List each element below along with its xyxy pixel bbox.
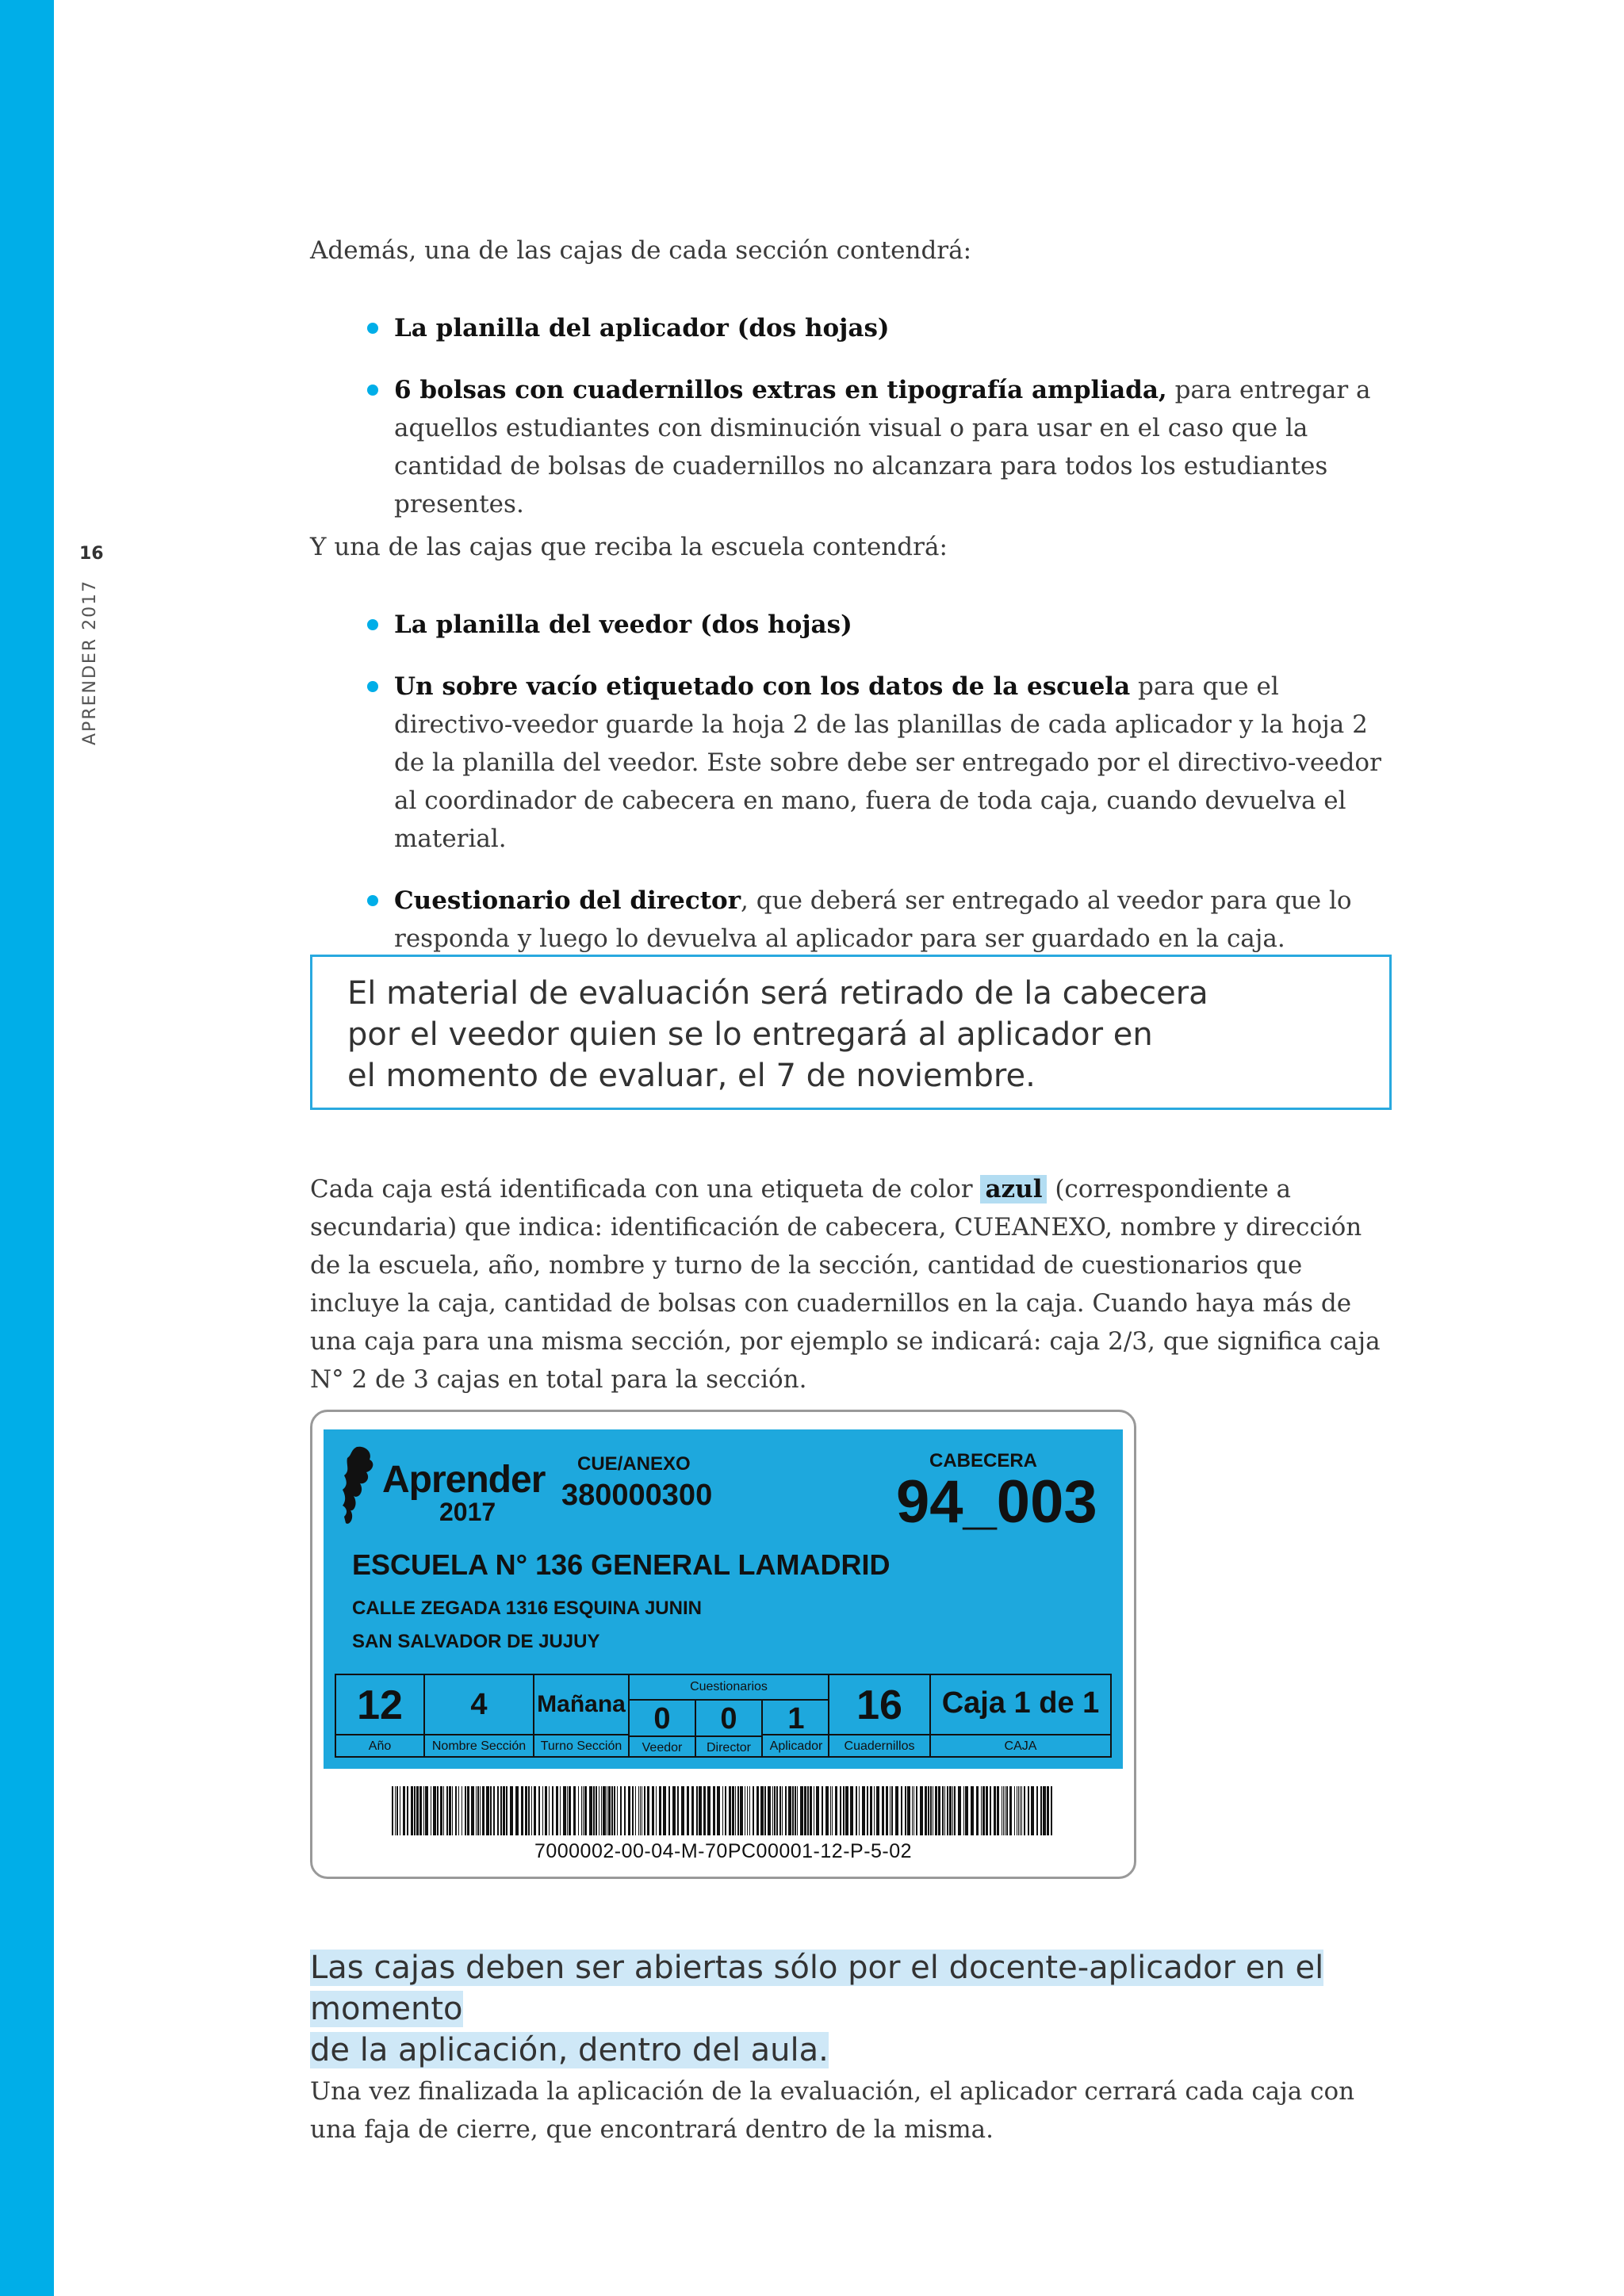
highlight-paragraph — [310, 1947, 1393, 2071]
school-address: CALLE ZEGADA 1316 ESQUINA JUNIN — [352, 1598, 702, 1619]
cell-caption: Año — [336, 1734, 423, 1758]
cell-anio — [336, 1675, 425, 1758]
section1-intro: Además, una de las cajas de cada sección contendrá: — [310, 236, 972, 265]
cue-anexo-label: CUE/ANEXO — [577, 1453, 691, 1475]
bullet-icon — [367, 681, 378, 692]
cell-caja — [931, 1675, 1110, 1758]
cell-value: 4 — [470, 1688, 488, 1721]
cabecera-value: 94_003 — [896, 1468, 1097, 1536]
cell-caption: Nombre Sección — [425, 1734, 533, 1758]
label-para-text: (correspondiente a secundaria) que indica: identificación de cabecera, CUEANEXO, nombre y dirección de la escuela, año, nombre y turno de la sección, cantidad de cuestionarios que incluye la caja, cantidad de bolsas con cuadernillos en la caja. Cuando haya más de una caja para una misma sección, por ejemplo se indicará: caja 2/3, que significa caja N° 2 de 3 cajas en total para la sección. — [310, 1175, 1381, 1394]
list-item — [310, 882, 1393, 958]
cell-value: 0 — [653, 1702, 671, 1735]
aprender-logo — [341, 1444, 547, 1531]
school-name: ESCUELA N° 136 GENERAL LAMADRID — [352, 1548, 891, 1581]
highlight-line: Las cajas deben ser abiertas sólo por el docente-aplicador en el momento — [310, 1950, 1324, 2027]
list-item — [310, 606, 1393, 644]
cuestionarios-header: Cuestionarios — [630, 1675, 828, 1701]
callout-line: el momento de evaluar, el 7 de noviembre. — [347, 1058, 1036, 1094]
page-number: 16 — [79, 544, 104, 564]
label-description-paragraph — [310, 1170, 1393, 1399]
highlight-line: de la aplicación, dentro del aula. — [310, 2032, 829, 2068]
cell-seccion — [425, 1675, 534, 1758]
cell-caption: Turno Sección — [534, 1734, 628, 1758]
bullet-bold: La planilla del aplicador (dos hojas) — [394, 314, 890, 342]
section2-intro: Y una de las cajas que reciba la escuela contendrá: — [310, 533, 948, 561]
cell-veedor — [630, 1699, 696, 1735]
bullet-icon — [367, 323, 378, 334]
cell-caption: Director — [696, 1735, 763, 1758]
barcode-number: 7000002-00-04-M-70PC00001-12-P-5-02 — [534, 1840, 913, 1862]
cell-value: 1 — [787, 1702, 805, 1735]
section2-bullet-list — [310, 606, 1393, 958]
logo-year: 2017 — [439, 1498, 496, 1526]
azul-highlight: azul — [980, 1175, 1047, 1203]
side-color-bar — [0, 0, 54, 2296]
section1-bullet-list — [310, 309, 1393, 523]
callout-box — [310, 955, 1392, 1110]
box-label-image — [310, 1410, 1136, 1879]
bullet-icon — [367, 895, 378, 906]
list-item — [310, 309, 1393, 347]
label-blue-panel — [324, 1429, 1123, 1769]
callout-line: por el veedor quien se lo entregará al aplicador en — [347, 1016, 1153, 1053]
cell-caption: Veedor — [630, 1735, 696, 1758]
list-item — [310, 371, 1393, 523]
cell-aplicador — [763, 1699, 829, 1735]
cell-value: 12 — [357, 1682, 403, 1728]
cell-director — [696, 1699, 763, 1735]
cell-caption: Cuadernillos — [829, 1734, 929, 1758]
closing-paragraph: Una vez finalizada la aplicación de la evaluación, el aplicador cerrará cada caja con una faja de cierre, que encontrará dentro de la misma. — [310, 2077, 1355, 2144]
bullet-bold: 6 bolsas con cuadernillos extras en tipografía ampliada, — [394, 376, 1167, 404]
logo-title: Aprender — [382, 1459, 546, 1501]
bullet-icon — [367, 619, 378, 630]
map-icon — [341, 1444, 385, 1531]
cell-value: 0 — [720, 1702, 737, 1735]
cell-caption: CAJA — [931, 1734, 1110, 1758]
barcode-icon — [392, 1786, 1053, 1835]
label-info-grid — [335, 1674, 1112, 1758]
cell-value: Caja 1 de 1 — [941, 1686, 1100, 1720]
bullet-icon — [367, 385, 378, 396]
cell-cuadernillos — [829, 1675, 931, 1758]
label-para-text: Cada caja está identificada con una etiqueta de color — [310, 1175, 981, 1203]
bullet-text: , que deberá ser entregado al veedor para que lo responda y luego lo devuelva al aplicador para ser guardado en la caja. — [394, 886, 1352, 953]
bullet-text: para que el directivo-veedor guarde la hoja 2 de las planillas de cada aplicador y la hoja 2 de la planilla del veedor. Este sobre debe ser entregado por el directivo-veedor al coordinador de cabecera en mano, fuera de toda caja, cuando devuelva el material. — [394, 672, 1381, 853]
cell-caption: Aplicador — [763, 1734, 829, 1758]
bullet-text: para entregar a aquellos estudiantes con disminución visual o para usar en el caso que la cantidad de bolsas de cuadernillos no alcanzara para todos los estudiantes presentes. — [394, 376, 1371, 519]
school-city: SAN SALVADOR DE JUJUY — [352, 1631, 600, 1652]
running-head: APRENDER 2017 — [80, 579, 100, 745]
list-item — [310, 668, 1393, 858]
cabecera-label: CABECERA — [929, 1450, 1038, 1471]
bullet-bold: Un sobre vacío etiquetado con los datos de la escuela — [394, 672, 1131, 701]
bullet-bold: La planilla del veedor (dos hojas) — [394, 610, 852, 639]
cell-turno — [534, 1675, 630, 1758]
bullet-bold: Cuestionario del director — [394, 886, 741, 915]
cell-cuestionarios — [630, 1675, 829, 1758]
cell-value: 16 — [856, 1682, 902, 1728]
callout-line: El material de evaluación será retirado de la cabecera — [347, 975, 1208, 1012]
cell-value: Mañana — [537, 1691, 626, 1717]
cue-anexo-value: 380000300 — [561, 1479, 713, 1512]
